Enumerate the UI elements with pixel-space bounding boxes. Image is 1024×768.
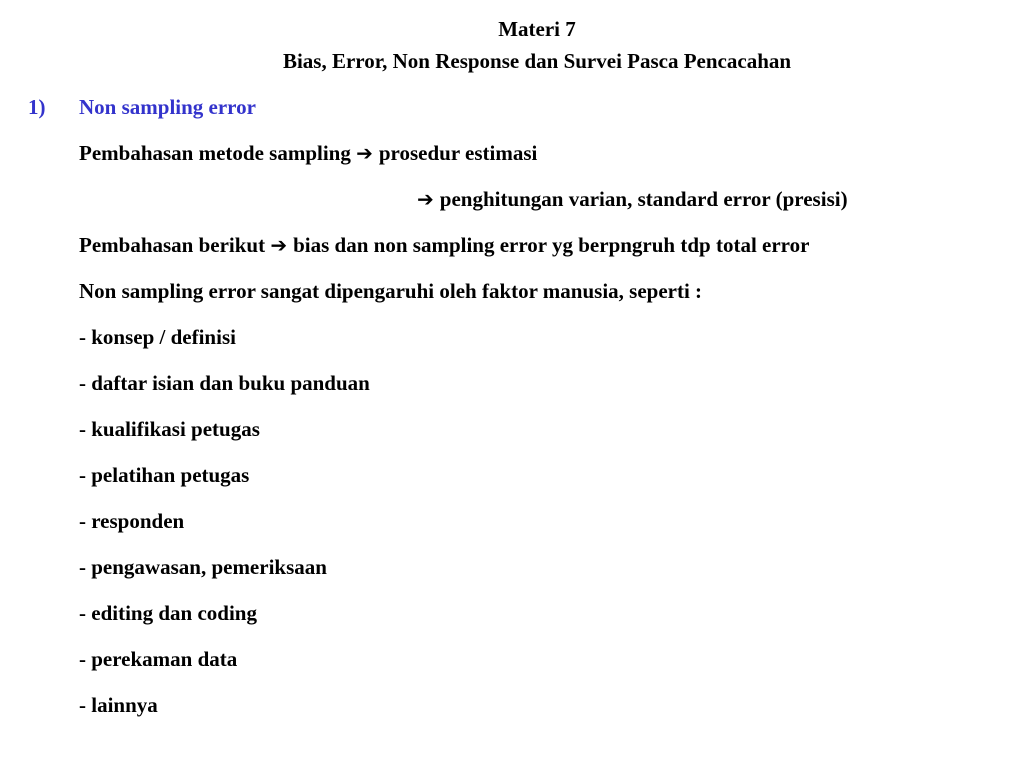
body-line-next-topic-result: bias dan non sampling error yg berpngruh tdp total error: [293, 233, 810, 257]
body-line-next-topic: [79, 232, 809, 258]
slide-title: Materi 7: [498, 17, 576, 41]
right-arrow-icon: ➔: [356, 141, 373, 165]
right-arrow-icon: ➔: [270, 233, 288, 257]
section-number: 1): [28, 95, 46, 119]
slide-subtitle: Bias, Error, Non Response dan Survei Pasca Pencacahan: [282, 49, 792, 73]
list-item-respondent: - responden: [79, 509, 185, 533]
list-item-concept: - konsep / definisi: [79, 325, 236, 349]
body-line-human-factors: Non sampling error sangat dipengaruhi oleh faktor manusia, seperti :: [79, 279, 703, 303]
list-item-officer-training: - pelatihan petugas: [79, 463, 250, 487]
list-item-data-entry: - perekaman data: [79, 647, 238, 671]
list-item-supervision: - pengawasan, pemeriksaan: [79, 555, 327, 579]
body-line-variance: [417, 186, 848, 212]
list-item-others: - lainnya: [79, 693, 158, 717]
body-line-sampling-method: [79, 140, 537, 166]
right-arrow-icon: ➔: [417, 187, 434, 211]
list-item-officer-qualification: - kualifikasi petugas: [79, 417, 260, 441]
section-heading: Non sampling error: [79, 95, 256, 119]
body-line-variance-text: penghitungan varian, standard error (presisi): [439, 187, 848, 211]
body-line-sampling-method-text: Pembahasan metode sampling: [79, 141, 351, 165]
body-line-next-topic-text: Pembahasan berikut: [79, 233, 266, 257]
list-item-editing-coding: - editing dan coding: [79, 601, 257, 625]
list-item-questionnaire: - daftar isian dan buku panduan: [79, 371, 370, 395]
body-line-sampling-method-result: prosedur estimasi: [378, 141, 538, 165]
